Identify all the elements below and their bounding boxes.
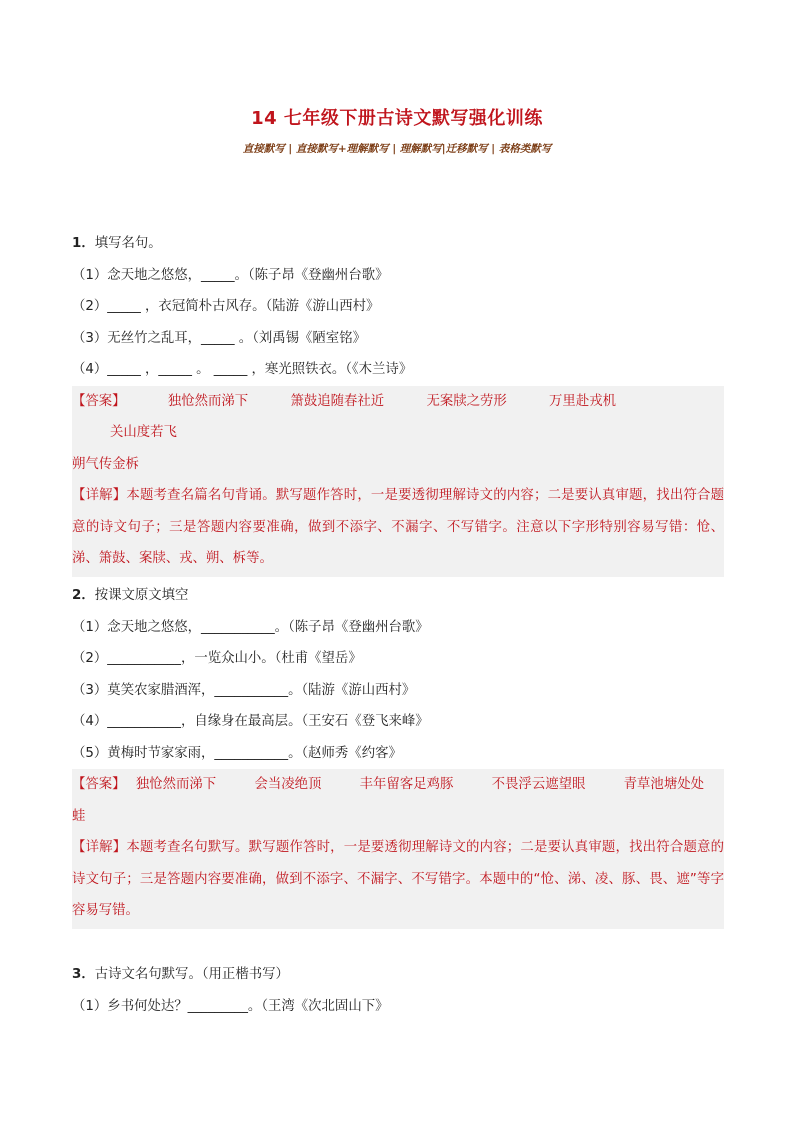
answer-item: 独怆然而涕下 [135, 777, 217, 792]
answer-row [72, 386, 724, 449]
answer-item: 不畏浮云遮望眼 [491, 777, 586, 792]
question-line: （4）_____ ，_____ 。 _____ ，寒光照铁衣。（《木兰诗》 [72, 362, 413, 377]
answer-tag: 【答案】 [72, 393, 126, 409]
question-2 [72, 580, 724, 929]
answer-item: 会当凌绝顶 [254, 777, 322, 792]
answer-item: 丰年留客足鸡豚 [359, 777, 454, 792]
question-line: （1）念天地之悠悠，___________。（陈子昂《登幽州台歌》 [72, 619, 429, 635]
answer-item: 无案牍之劳形 [426, 393, 507, 409]
question-title [72, 959, 724, 991]
question-3 [72, 959, 724, 1022]
question-line: （3）莫笑农家腊酒浑，___________。（陆游《游山西村》 [72, 682, 416, 698]
question-line: （1）乡书何处达？_________。（王湾《次北固山下》 [72, 998, 389, 1014]
question-line: （4）___________，自缘身在最高层。（王安石《登飞来峰》 [72, 714, 429, 729]
answer-item: 独怆然而涕下 [167, 393, 249, 409]
answer-box [72, 386, 724, 577]
document-subtitle: 直接默写 | 直接默写+理解默写 | 理解默写|迁移默写 | 表格类默写 [242, 143, 552, 155]
detail-tag: 【详解】 [72, 840, 127, 855]
question-1 [72, 228, 724, 577]
question-text: 按课文原文填空 [94, 588, 189, 603]
question-line: （3）无丝竹之乱耳，_____ 。（刘禹锡《陋室铭》 [72, 330, 366, 346]
document-title: 14 七年级下册古诗文默写强化训练 [251, 108, 543, 129]
question-number: 3． [72, 967, 95, 982]
question-text: 填写名句。 [94, 236, 162, 251]
answer-item: 关山度若飞 [110, 425, 177, 440]
answer-tag: 【答案】 [72, 777, 126, 792]
question-title [72, 228, 724, 260]
detail-tag: 【详解】 [72, 488, 127, 503]
detail-text: 本题考查名句默写。默写题作答时，一是要透彻理解诗文的内容；二是要认真审题，找出符合题意的诗文句子；三是答题内容要准确，做到不添字、不漏字、不写错字。本题中的“怆、涕、凌、豚、畏、遮”等字容易写错。 [72, 840, 725, 918]
answer-box [72, 769, 724, 929]
detail-text: 本题考查名篇名句背诵。默写题作答时，一是要透彻理解诗文的内容；二是要认真审题，找出符合题意的诗文句子；三是答题内容要准确，做到不添字、不漏字、不写错字。注意以下字形特别容易写错：怆、涕、箫鼓、案牍、戎、朔、柝等。 [72, 488, 725, 566]
detail-paragraph [72, 832, 724, 927]
question-line: （2）_____ ，衣冠简朴古风存。（陆游《游山西村》 [72, 299, 380, 314]
answer-row-wrap: 蛙 [72, 808, 86, 824]
question-number: 2． [72, 588, 95, 603]
answer-item: 青草池塘处处 [623, 777, 704, 792]
answer-row [72, 769, 724, 801]
answer-item: 万里赴戎机 [549, 393, 616, 409]
question-line: （1）念天地之悠悠，_____。（陈子昂《登幽州台歌》 [72, 267, 389, 283]
question-title [72, 580, 724, 612]
question-text: 古诗文名句默写。（用正楷书写） [94, 967, 289, 982]
question-line: （5）黄梅时节家家雨，___________。（赵师秀《约客》 [72, 745, 402, 761]
detail-paragraph [72, 480, 724, 575]
answer-item: 箫鼓追随春社近 [290, 393, 385, 409]
question-number: 1． [72, 236, 95, 251]
answer-row-wrap: 朔气传金柝 [72, 456, 139, 472]
question-line: （2）___________，一览众山小。（杜甫《望岳》 [72, 651, 362, 666]
